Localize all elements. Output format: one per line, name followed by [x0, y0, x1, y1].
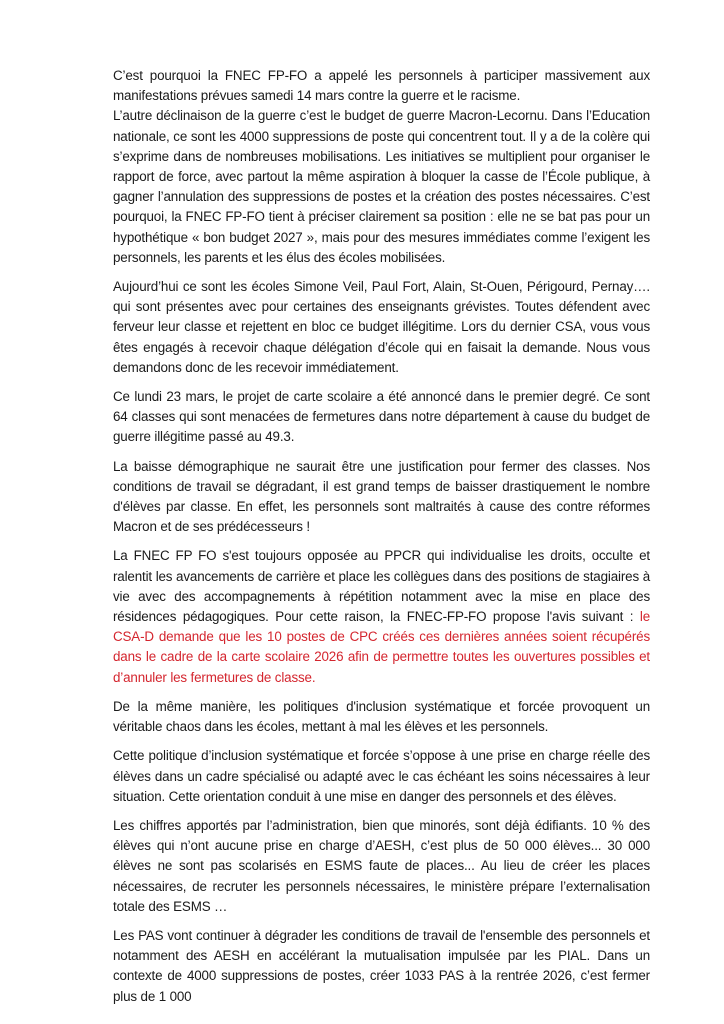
paragraph-pas: Les PAS vont continuer à dégrader les conditions de travail de l'ensemble des personnels et notamment des AESH en accélérant la mutualisation impulsée par les PIAL. Dans un contexte de 4000 suppressions de postes, créer 1033 PAS à la rentrée 2026, c’est fermer plus de 1 000	[113, 927, 650, 1004]
paragraph-manifestations: C’est pourquoi la FNEC FP-FO a appelé les personnels à participer massivement aux manifestations prévues samedi 14 mars contre la guerre et le racisme.	[113, 68, 650, 104]
paragraph-baisse-demographique: La baisse démographique ne saurait être une justification pour fermer des classes. Nos conditions de travail se dégradant, il est grand temps de baisser drastiquement le nombre d'élèves par classe. En effet, les personnels sont maltraités à cause des contre réformes Macron et de ses prédécesseurs !	[113, 458, 650, 535]
paragraph-ppcr	[113, 546, 650, 687]
paragraph-inclusion: De la même manière, les politiques d'inclusion systématique et forcée provoquent un véritable chaos dans les écoles, mettant à mal les élèves et les personnels.	[113, 698, 650, 735]
avis-highlight: le CSA-D demande que les 10 postes de CPC créés ces dernières années soient récupérés dans le cadre de la carte scolaire 2026 afin de permettre toutes les ouvertures possibles et d’annuler les fermetures de classe.	[113, 609, 650, 685]
paragraph-ecoles-presentes: Aujourd’hui ce sont les écoles Simone Veil, Paul Fort, Alain, St-Ouen, Périgourd, Pernay…. qui sont présentes avec pour certaines des enseignants grévistes. Toutes défendent avec ferveur leur classe et rejettent en bloc ce budget illégitime. Lors du dernier CSA, vous vous êtes engagés à recevoir chaque délégation d’école qui en faisait la demande. Nous vous demandons donc de les recevoir immédiatement.	[113, 279, 650, 375]
paragraph-budget-guerre: L’autre déclinaison de la guerre c’est le budget de guerre Macron-Lecornu. Dans l’Education nationale, ce sont les 4000 suppressions de poste qui concentrent tout. Il y a de la colère qui s’exprime dans de nombreuses mobilisations. Les initiatives se multiplient pour organiser le rapport de force, avec partout la même aspiration à bloquer la casse de l’École publique, à gagner l’annulation des suppressions de postes et la création des postes nécessaires. C’est pourquoi, la FNEC FP-FO tient à préciser clairement sa position : elle ne se bat pas pour un hypothétique « bon budget 2027 », mais pour des mesures immédiates comme l’exigent les personnels, les parents et les élus des écoles mobilisées.	[113, 108, 650, 265]
document-page	[113, 66, 650, 1016]
ppcr-text: La FNEC FP FO s'est toujours opposée au PPCR qui individualise les droits, occulte et ralentit les avancements de carrière et place les collègues dans des positions de stagiaires à vie avec des accompagnements à répétition notamment avec la mise en place des résidences pédagogiques. Pour cette raison, la FNEC-FP-FO propose l'avis suivant :	[113, 548, 650, 625]
paragraph-politique-inclusion: Cette politique d’inclusion systématique et forcée s’oppose à une prise en charge réelle des élèves dans un cadre spécialisé ou adapté avec le cas échéant les soins nécessaires à leur situation. Cette orientation conduit à une mise en danger des personnels et des élèves.	[113, 748, 650, 804]
paragraph-carte-scolaire: Ce lundi 23 mars, le projet de carte scolaire a été annoncé dans le premier degré. Ce sont 64 classes qui sont menacées de fermetures dans notre département à cause du budget de guerre illégitime passé au 49.3.	[113, 389, 650, 445]
paragraph-chiffres: Les chiffres apportés par l’administration, bien que minorés, sont déjà édifiants. 10 % des élèves qui n’ont aucune prise en charge d’AESH, c’est plus de 50 000 élèves... 30 000 élèves ne sont pas scolarisés en ESMS faute de places... Au lieu de créer les places nécessaires, de recruter les personnels nécessaires, le ministère prépare l’externalisation totale des ESMS …	[113, 817, 650, 914]
